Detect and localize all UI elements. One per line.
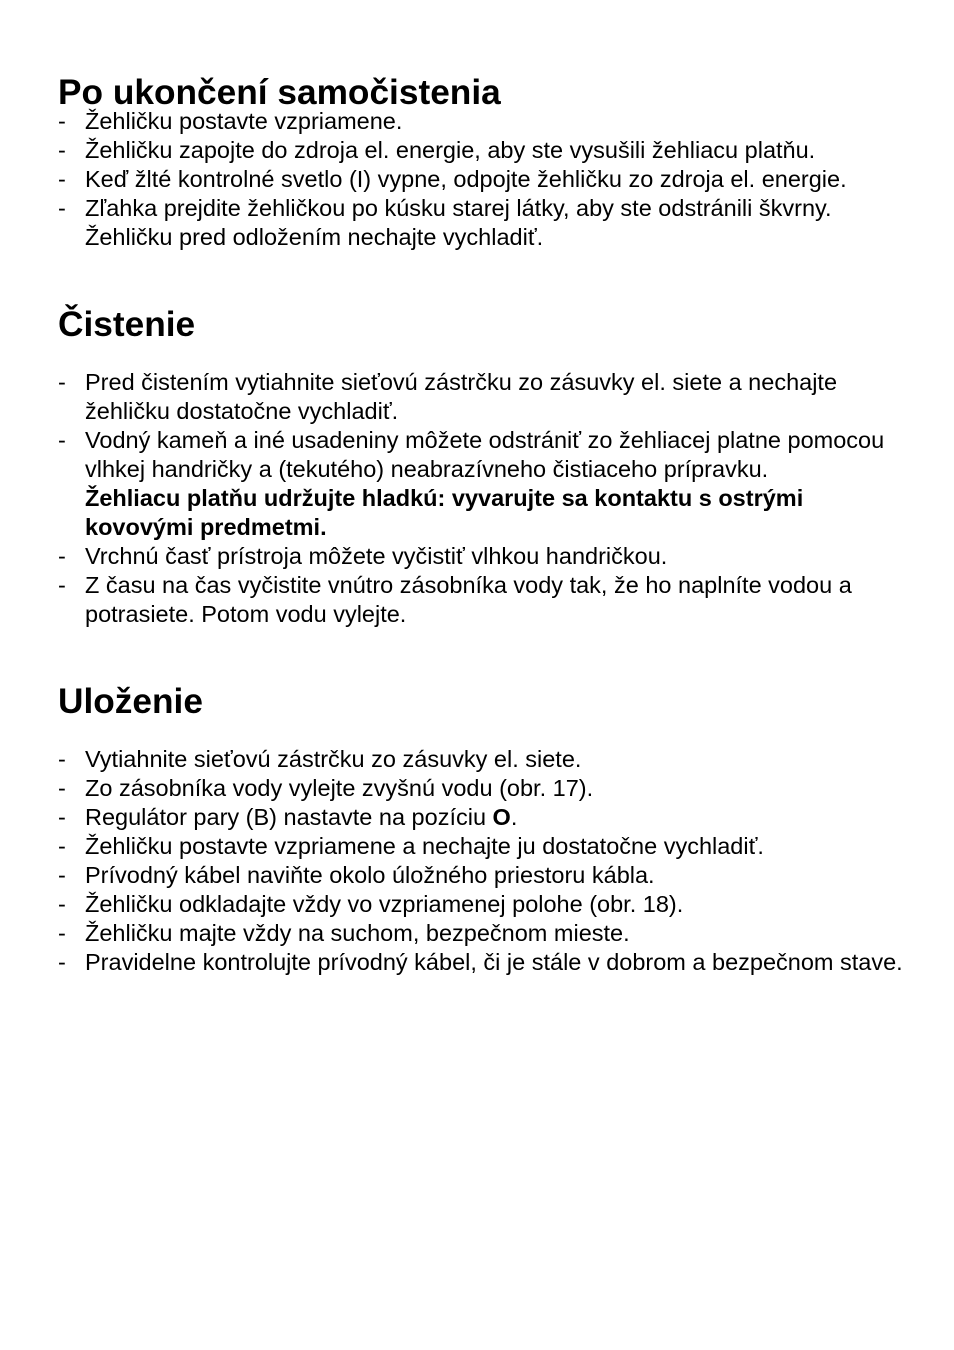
bullet-dash: - — [58, 891, 66, 917]
list-item — [58, 165, 918, 194]
list-item — [58, 426, 918, 542]
bullet-dash: - — [58, 949, 66, 975]
list-item-text: Zľahka prejdite žehličkou po kúsku starej látky, aby ste odstránili škvrny. Žehličku pred odložením nechajte vychladiť. — [85, 195, 832, 250]
list-item-text: Pred čistením vytiahnite sieťovú zástrčku zo zásuvky el. siete a nechajte žehličku dostatočne vychladiť. — [85, 369, 838, 424]
list-item — [58, 571, 918, 629]
list-item-text: Z času na čas vyčistite vnútro zásobníka vody tak, že ho naplníte vodou a potrasiete. Potom vodu vylejte. — [85, 572, 852, 627]
list-item — [58, 136, 918, 165]
list-item-text: Žehličku postavte vzpriamene a nechajte ju dostatočne vychladiť. — [85, 833, 764, 859]
list-item-text: Keď žlté kontrolné svetlo (I) vypne, odpojte žehličku zo zdroja el. energie. — [85, 166, 847, 192]
list-item-text: Žehličku odkladajte vždy vo vzpriamenej polohe (obr. 18). — [85, 891, 684, 917]
cleaning-list — [58, 368, 918, 629]
document-page — [58, 73, 918, 977]
bullet-dash: - — [58, 804, 66, 830]
steam-position-value: O — [492, 804, 511, 830]
list-item-text: Vodný kameň a iné usadeniny môžete odstrániť zo žehliacej platne pomocou vlhkej handričky a (tekutého) neabrazívneho čistiaceho prípravku. — [85, 427, 885, 482]
list-item-text: Pravidelne kontrolujte prívodný kábel, či je stále v dobrom a bezpečnom stave. — [85, 949, 903, 975]
list-item-text: Vytiahnite sieťovú zástrčku zo zásuvky el. siete. — [85, 746, 582, 772]
list-item — [58, 861, 918, 890]
bullet-dash: - — [58, 427, 66, 453]
storage-list — [58, 745, 918, 977]
warning-note: Žehliacu platňu udržujte hladkú: vyvarujte sa kontaktu s ostrými kovovými predmetmi. — [85, 485, 804, 540]
list-item — [58, 774, 918, 803]
bullet-dash: - — [58, 369, 66, 395]
section-title-after-self-clean: Po ukončení samočistenia — [58, 73, 501, 112]
bullet-dash: - — [58, 195, 66, 221]
bullet-dash: - — [58, 833, 66, 859]
bullet-dash: - — [58, 920, 66, 946]
list-item-text: Žehličku zapojte do zdroja el. energie, aby ste vysušili žehliacu platňu. — [85, 137, 816, 163]
list-item-text: Prívodný kábel naviňte okolo úložného priestoru kábla. — [85, 862, 655, 888]
list-item — [58, 890, 918, 919]
list-item — [58, 107, 918, 136]
list-item — [58, 948, 918, 977]
list-item — [58, 919, 918, 948]
list-item-text: Vrchnú časť prístroja môžete vyčistiť vlhkou handričkou. — [85, 543, 668, 569]
bullet-dash: - — [58, 166, 66, 192]
spacer — [58, 629, 918, 687]
section-title-cleaning: Čistenie — [58, 305, 196, 344]
bullet-dash: - — [58, 862, 66, 888]
bullet-dash: - — [58, 746, 66, 772]
list-item-text: Regulátor pary (B) nastavte na pozíciu — [85, 804, 493, 830]
bullet-dash: - — [58, 108, 66, 134]
bullet-dash: - — [58, 543, 66, 569]
bullet-dash: - — [58, 137, 66, 163]
steam-suffix: . — [510, 804, 518, 830]
bullet-dash: - — [58, 572, 66, 598]
spacer — [58, 252, 918, 310]
list-item — [58, 832, 918, 861]
list-item — [58, 368, 918, 426]
list-item-text: Zo zásobníka vody vylejte zvyšnú vodu (obr. 17). — [85, 775, 594, 801]
section-title-storage: Uloženie — [58, 682, 203, 721]
list-item — [58, 194, 918, 252]
list-item-text: Žehličku majte vždy na suchom, bezpečnom mieste. — [85, 920, 630, 946]
bullet-dash: - — [58, 775, 66, 801]
after-self-clean-list — [58, 107, 918, 252]
list-item-text: Žehličku postavte vzpriamene. — [85, 108, 403, 134]
list-item — [58, 803, 918, 832]
list-item — [58, 745, 918, 774]
list-item — [58, 542, 918, 571]
